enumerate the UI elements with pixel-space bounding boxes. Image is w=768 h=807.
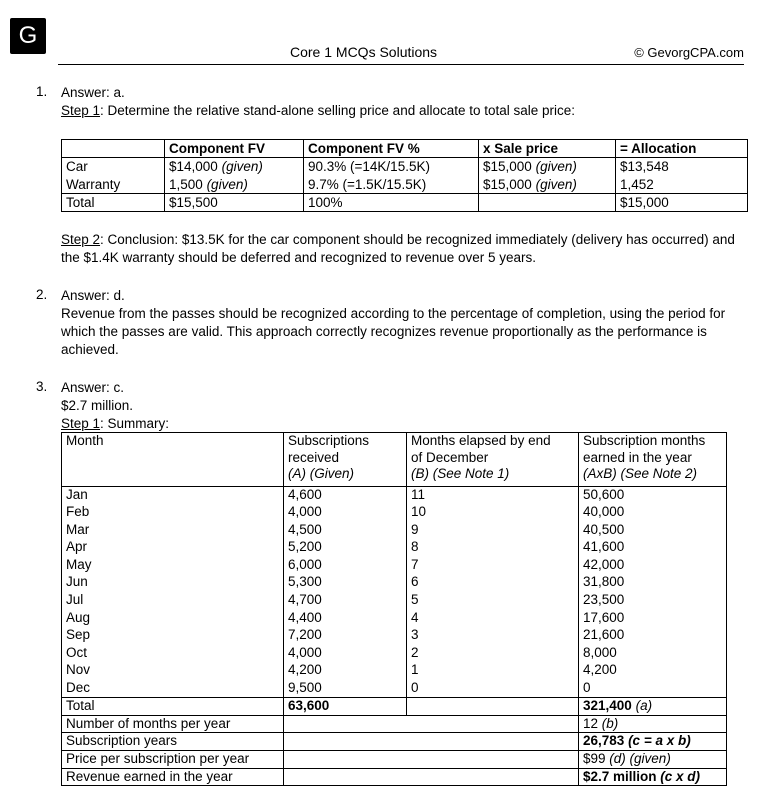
table-header-row bbox=[62, 433, 727, 487]
table-cell: 40,500 bbox=[579, 522, 727, 540]
q3-step1 bbox=[61, 415, 751, 433]
table-header-cell: Month bbox=[62, 433, 284, 487]
table-row bbox=[62, 487, 727, 505]
table-cell: Jul bbox=[62, 592, 284, 610]
table-cell: 3 bbox=[407, 627, 579, 645]
summary-row bbox=[62, 733, 727, 751]
table-row bbox=[62, 557, 727, 575]
summary-rows bbox=[62, 715, 727, 785]
table-cell: $99 (d) (given) bbox=[579, 750, 727, 768]
q3-amount: $2.7 million. bbox=[61, 398, 134, 413]
table-cell: 11 bbox=[407, 487, 579, 505]
table-header-cell: Subscription months earned in the year (AxB) (See Note 2) bbox=[579, 433, 727, 487]
table-cell: Apr bbox=[62, 539, 284, 557]
table-cell: 40,000 bbox=[579, 504, 727, 522]
q1-allocation-table bbox=[61, 139, 748, 212]
table-cell: 5 bbox=[407, 592, 579, 610]
table-cell: 4,000 bbox=[284, 504, 407, 522]
q1-step2 bbox=[61, 231, 751, 267]
table-row bbox=[62, 627, 727, 645]
table-cell bbox=[479, 194, 616, 212]
table-row bbox=[62, 645, 727, 663]
table-cell: Oct bbox=[62, 645, 284, 663]
table-cell: 26,783 (c = a x b) bbox=[579, 733, 727, 751]
table-cell: 31,800 bbox=[579, 574, 727, 592]
table-cell: 5,300 bbox=[284, 574, 407, 592]
q1-answer: Answer: a. bbox=[61, 85, 125, 100]
table-cell: 0 bbox=[579, 680, 727, 698]
table-cell: Jan bbox=[62, 487, 284, 505]
table-cell: Jun bbox=[62, 574, 284, 592]
table-cell: 4,700 bbox=[284, 592, 407, 610]
table-cell bbox=[284, 750, 579, 768]
q3-step1-label: Step 1 bbox=[61, 416, 101, 431]
table-row bbox=[62, 539, 727, 557]
table-cell: 2 bbox=[407, 645, 579, 663]
page-title: Core 1 MCQs Solutions bbox=[290, 44, 438, 60]
table-header-cell: = Allocation bbox=[616, 140, 748, 158]
table-cell: 9,500 bbox=[284, 680, 407, 698]
table-header-cell: x Sale price bbox=[479, 140, 616, 158]
q1-step2-label: Step 2 bbox=[61, 232, 101, 247]
q2-section bbox=[61, 287, 751, 359]
table-cell: 1,452 bbox=[616, 176, 748, 194]
table-cell: $15,000 (given) bbox=[479, 176, 616, 194]
q3-answer: Answer: c. bbox=[61, 380, 125, 395]
table-cell: 23,500 bbox=[579, 592, 727, 610]
logo bbox=[10, 18, 46, 54]
table-cell: Feb bbox=[62, 504, 284, 522]
table-header-cell: Subscriptions received (A) (Given) bbox=[284, 433, 407, 487]
table-cell: Dec bbox=[62, 680, 284, 698]
q1-step1 bbox=[61, 102, 751, 120]
table-cell: 0 bbox=[407, 680, 579, 698]
table-header-cell: Component FV bbox=[165, 140, 304, 158]
table-cell bbox=[284, 768, 579, 786]
table-cell: 4,600 bbox=[284, 487, 407, 505]
table-cell: 9.7% (=1.5K/15.5K) bbox=[304, 176, 479, 194]
q3-section bbox=[61, 379, 751, 433]
table-cell: Car bbox=[62, 158, 165, 176]
table-cell: 4 bbox=[407, 610, 579, 628]
q3-summary-table bbox=[61, 432, 727, 786]
table-cell: 100% bbox=[304, 194, 479, 212]
q1-step1-label: Step 1 bbox=[61, 103, 101, 118]
q1-step1-text: : Determine the relative stand-alone selling price and allocate to total sale price: bbox=[100, 103, 576, 118]
summary-row bbox=[62, 750, 727, 768]
table-header-cell: Months elapsed by end of December (B) (See Note 1) bbox=[407, 433, 579, 487]
table-cell: Price per subscription per year bbox=[62, 750, 284, 768]
table-cell: 4,000 bbox=[284, 645, 407, 663]
table-cell: 1 bbox=[407, 662, 579, 680]
table-row bbox=[62, 610, 727, 628]
table-cell: Nov bbox=[62, 662, 284, 680]
table-cell: 21,600 bbox=[579, 627, 727, 645]
table-cell bbox=[284, 715, 579, 733]
copyright-text: © GevorgCPA.com bbox=[634, 45, 744, 60]
table-cell: $14,000 (given) bbox=[165, 158, 304, 176]
header-divider bbox=[58, 64, 744, 65]
table-cell: Number of months per year bbox=[62, 715, 284, 733]
table-row bbox=[62, 176, 748, 194]
table-cell: 4,400 bbox=[284, 610, 407, 628]
table-cell: 6 bbox=[407, 574, 579, 592]
table-cell: Total bbox=[62, 698, 284, 716]
table-row bbox=[62, 592, 727, 610]
q2-answer: Answer: d. bbox=[61, 288, 125, 303]
table-header-cell bbox=[62, 140, 165, 158]
summary-row bbox=[62, 768, 727, 786]
table-cell: Subscription years bbox=[62, 733, 284, 751]
table-cell: 8,000 bbox=[579, 645, 727, 663]
table-row bbox=[62, 158, 748, 176]
table-cell: 321,400 (a) bbox=[579, 698, 727, 716]
table-row bbox=[62, 194, 748, 212]
q1-section bbox=[61, 84, 751, 120]
table-row bbox=[62, 662, 727, 680]
table-cell: 1,500 (given) bbox=[165, 176, 304, 194]
table-cell: 63,600 bbox=[284, 698, 407, 716]
table-cell: 5,200 bbox=[284, 539, 407, 557]
table-cell: Revenue earned in the year bbox=[62, 768, 284, 786]
table-cell: 8 bbox=[407, 539, 579, 557]
table-cell bbox=[407, 698, 579, 716]
table-cell: 4,200 bbox=[579, 662, 727, 680]
q1-step2-text: : Conclusion: $13.5K for the car component should be recognized immediately (delivery has occurred) and the $1.4K warranty should be deferred and recognized to revenue over 5 years. bbox=[61, 232, 735, 265]
table-cell: 90.3% (=14K/15.5K) bbox=[304, 158, 479, 176]
table-cell: 17,600 bbox=[579, 610, 727, 628]
q3-number: 3. bbox=[36, 379, 48, 394]
table-cell: 7 bbox=[407, 557, 579, 575]
table-cell: $15,000 (given) bbox=[479, 158, 616, 176]
logo-letter: G bbox=[18, 22, 38, 49]
table-cell: 7,200 bbox=[284, 627, 407, 645]
table-cell: Sep bbox=[62, 627, 284, 645]
table-row bbox=[62, 680, 727, 698]
table-header-cell: Component FV % bbox=[304, 140, 479, 158]
table-cell: 10 bbox=[407, 504, 579, 522]
table-cell: 4,500 bbox=[284, 522, 407, 540]
table-cell: 4,200 bbox=[284, 662, 407, 680]
q2-text: Revenue from the passes should be recognized according to the percentage of completion, using the period for which the passes are valid. This approach correctly recognizes revenue proportionally as the performance is achieved. bbox=[61, 306, 726, 357]
table-cell: Aug bbox=[62, 610, 284, 628]
table-cell: 9 bbox=[407, 522, 579, 540]
table-cell: Mar bbox=[62, 522, 284, 540]
table-header-row bbox=[62, 140, 748, 158]
q1-number: 1. bbox=[36, 84, 48, 99]
table-cell: $13,548 bbox=[616, 158, 748, 176]
q2-number: 2. bbox=[36, 287, 48, 302]
table-cell: 41,600 bbox=[579, 539, 727, 557]
month-rows bbox=[62, 487, 727, 698]
table-cell: 42,000 bbox=[579, 557, 727, 575]
table-cell: 6,000 bbox=[284, 557, 407, 575]
q3-step1-text: : Summary: bbox=[100, 416, 170, 431]
table-cell: $15,000 bbox=[616, 194, 748, 212]
table-cell: 12 (b) bbox=[579, 715, 727, 733]
table-cell bbox=[284, 733, 579, 751]
table-row bbox=[62, 522, 727, 540]
table-cell: $15,500 bbox=[165, 194, 304, 212]
total-row bbox=[62, 698, 727, 716]
table-cell: May bbox=[62, 557, 284, 575]
table-row bbox=[62, 574, 727, 592]
table-cell: Total bbox=[62, 194, 165, 212]
table-cell: $2.7 million (c x d) bbox=[579, 768, 727, 786]
table-cell: Warranty bbox=[62, 176, 165, 194]
table-row bbox=[62, 504, 727, 522]
table-cell: 50,600 bbox=[579, 487, 727, 505]
summary-row bbox=[62, 715, 727, 733]
